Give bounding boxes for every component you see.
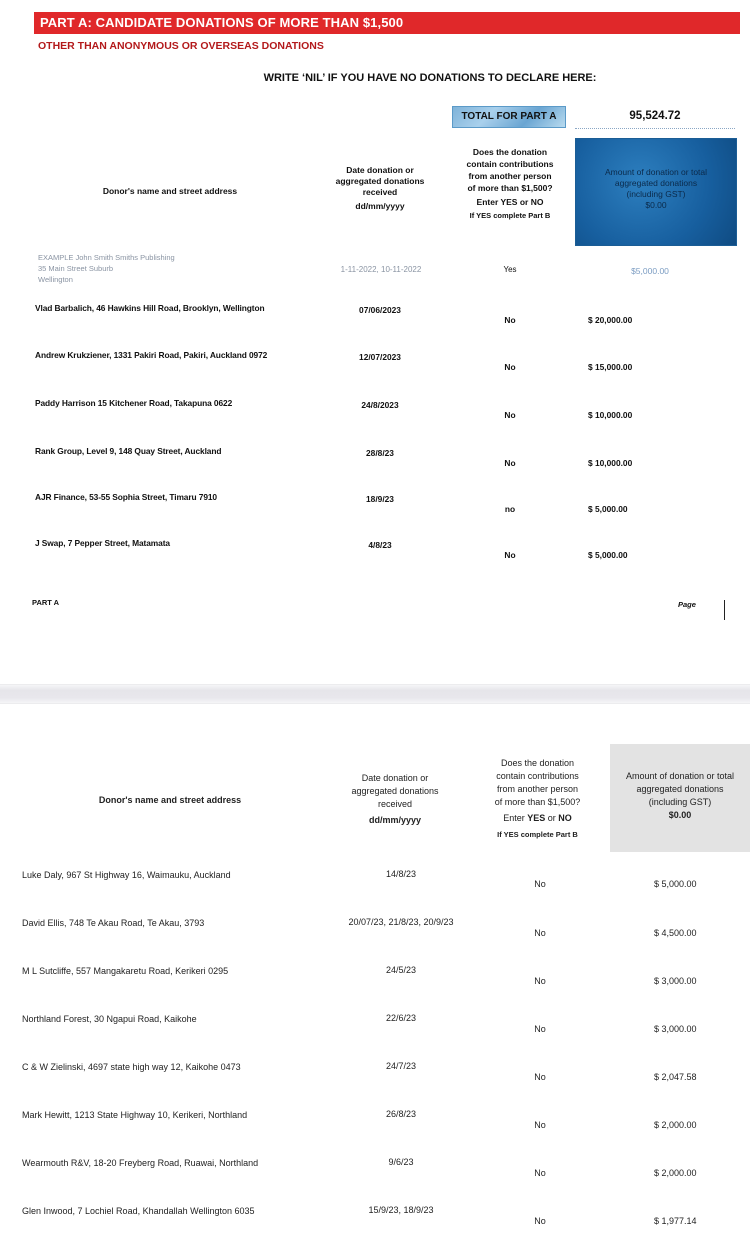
page-number-line (724, 600, 725, 620)
contrib-answer: No (534, 976, 546, 986)
donation-date: 28/8/23 (366, 448, 394, 458)
header-contrib-line: contain contributions (496, 771, 579, 781)
enter-yes: YES (527, 813, 546, 823)
table-row (0, 966, 750, 996)
donation-date: 20/07/23, 21/8/23, 20/9/23 (348, 917, 454, 927)
table-row (0, 398, 750, 428)
table-row (0, 870, 750, 900)
donor-name: Paddy Harrison 15 Kitchener Road, Takapuna 0622 (35, 398, 233, 408)
header-amount (610, 744, 750, 852)
header-contrib-enter: Enter YES or NO (476, 197, 544, 207)
donation-date: 15/9/23, 18/9/23 (368, 1205, 434, 1215)
header-contrib-line: of more than $1,500? (494, 797, 581, 807)
example-amount: $5,000.00 (631, 266, 669, 276)
donation-amount: $ 5,000.00 (588, 504, 628, 514)
donor-name: Northland Forest, 30 Ngapui Road, Kaikohe (22, 1014, 197, 1024)
contrib-answer: No (504, 550, 516, 560)
table-row (0, 1206, 750, 1236)
table-row (0, 918, 750, 948)
example-contrib: Yes (503, 265, 517, 274)
donor-name: Andrew Krukziener, 1331 Pakiri Road, Pakiri, Auckland 0972 (35, 350, 268, 360)
donation-date: 18/9/23 (366, 494, 394, 504)
donation-amount: $ 3,000.00 (654, 976, 697, 986)
table-row (0, 303, 750, 333)
example-line: Wellington (38, 275, 73, 284)
header-contrib-line: Does the donation (472, 147, 548, 157)
enter-prefix: Enter (503, 813, 528, 823)
donation-date: 22/6/23 (385, 1013, 417, 1023)
header-date (330, 165, 430, 212)
header-date-line: aggregated donations (335, 176, 425, 186)
header-amount-line: aggregated donations (636, 784, 724, 794)
donation-date: 12/07/2023 (359, 352, 401, 362)
contrib-answer: No (534, 1168, 546, 1178)
donor-name: AJR Finance, 53-55 Sophia Street, Timaru 7910 (35, 492, 217, 502)
header-contrib-line: of more than $1,500? (467, 183, 553, 193)
donation-amount: $ 15,000.00 (588, 362, 633, 372)
donation-amount: $ 1,977.14 (654, 1216, 697, 1226)
donation-amount: $ 3,000.00 (654, 1024, 697, 1034)
header-contrib-line: contain contributions (466, 159, 554, 169)
donation-date: 24/7/23 (385, 1061, 417, 1071)
header-contrib-line: from another person (468, 171, 552, 181)
header-amount-line: Amount of donation or total (625, 771, 735, 781)
donation-amount: $ 4,500.00 (654, 928, 697, 938)
header-contrib-note: If YES complete Part B (497, 830, 578, 839)
footer-page-label: Page (678, 600, 696, 609)
donation-amount: $ 2,047.58 (654, 1072, 697, 1082)
footer-part-label: PART A (32, 598, 60, 607)
header-amount (575, 138, 737, 246)
table-row (0, 446, 750, 476)
enter-or: or (545, 813, 559, 823)
header-contrib-line: Does the donation (500, 758, 575, 768)
example-date: 1-11-2022, 10-11-2022 (340, 265, 422, 274)
table-row (0, 1062, 750, 1092)
header-amount-line: aggregated donations (614, 178, 698, 188)
header-amount-total: $0.00 (668, 810, 692, 820)
header-amount-line: Amount of donation or total (604, 167, 708, 177)
header-amount-line: (including GST) (626, 189, 686, 199)
donor-name: J Swap, 7 Pepper Street, Matamata (35, 538, 170, 548)
header-contrib (475, 757, 600, 841)
table-row (0, 538, 750, 568)
contrib-answer: No (534, 1120, 546, 1130)
header-amount-line: (including GST) (648, 797, 712, 807)
table-row (0, 1158, 750, 1188)
donation-amount: $ 2,000.00 (654, 1120, 697, 1130)
donor-name: M L Sutcliffe, 557 Mangakaretu Road, Kerikeri 0295 (22, 966, 229, 976)
example-line: 35 Main Street Suburb (38, 264, 114, 273)
header-donor: Donor's name and street address (98, 795, 242, 805)
donor-name: C & W Zielinski, 4697 state high way 12, Kaikohe 0473 (22, 1062, 241, 1072)
donation-amount: $ 5,000.00 (654, 879, 697, 889)
header-date-format: dd/mm/yyyy (355, 201, 405, 211)
contrib-answer: No (534, 879, 546, 889)
example-line: EXAMPLE John Smith Smiths Publishing (38, 253, 175, 262)
header-contrib (455, 146, 565, 222)
header-date-line: received (362, 187, 398, 197)
header-date-line: Date donation or (361, 773, 429, 783)
donation-date: 07/06/2023 (359, 305, 401, 315)
header-contrib-enter (475, 812, 600, 825)
table-row (0, 1014, 750, 1044)
donation-amount: $ 5,000.00 (588, 550, 628, 560)
contrib-answer: No (534, 928, 546, 938)
contrib-answer: no (504, 504, 516, 514)
header-amount-total: $0.00 (645, 200, 667, 210)
donation-date: 14/8/23 (385, 869, 417, 879)
total-for-part-a-value: 95,524.72 (575, 104, 735, 129)
donation-date: 26/8/23 (385, 1109, 417, 1119)
example-donor (38, 252, 175, 285)
donation-amount: $ 10,000.00 (588, 410, 633, 420)
total-for-part-a-label: TOTAL FOR PART A (452, 106, 566, 128)
contrib-answer: No (534, 1024, 546, 1034)
header-date-format: dd/mm/yyyy (368, 815, 422, 825)
header-contrib-note: If YES complete Part B (469, 211, 551, 220)
donation-amount: $ 20,000.00 (588, 315, 633, 325)
header-date (330, 772, 460, 827)
contrib-answer: No (504, 458, 516, 468)
part-a-banner: PART A: CANDIDATE DONATIONS OF MORE THAN $1,500 (34, 12, 740, 34)
donor-name: Wearmouth R&V, 18-20 Freyberg Road, Ruawai, Northland (22, 1158, 259, 1168)
header-contrib-line: from another person (496, 784, 579, 794)
donor-name: Vlad Barbalich, 46 Hawkins Hill Road, Brooklyn, Wellington (35, 303, 265, 313)
donation-date: 24/8/2023 (361, 400, 399, 410)
donor-name: David Ellis, 748 Te Akau Road, Te Akau, 3793 (22, 918, 205, 928)
donation-amount: $ 2,000.00 (654, 1168, 697, 1178)
donation-date: 9/6/23 (388, 1157, 414, 1167)
contrib-answer: No (504, 315, 516, 325)
page-separator (0, 684, 750, 704)
contrib-answer: No (534, 1216, 546, 1226)
header-donor: Donor's name and street address (102, 186, 238, 196)
donor-name: Rank Group, Level 9, 148 Quay Street, Auckland (35, 446, 222, 456)
donor-name: Mark Hewitt, 1213 State Highway 10, Kerikeri, Northland (22, 1110, 248, 1120)
contrib-answer: No (504, 362, 516, 372)
donation-amount: $ 10,000.00 (588, 458, 633, 468)
donation-date: 24/5/23 (385, 965, 417, 975)
header-date-line: received (377, 799, 413, 809)
header-date-line: aggregated donations (351, 786, 439, 796)
header-date-line: Date donation or (346, 165, 414, 175)
nil-instruction: WRITE ‘NIL’ IF YOU HAVE NO DONATIONS TO DECLARE HERE: (263, 72, 597, 84)
enter-no: NO (558, 813, 572, 823)
contrib-answer: No (534, 1072, 546, 1082)
table-row (0, 492, 750, 522)
table-row (0, 1110, 750, 1140)
contrib-answer: No (504, 410, 516, 420)
part-a-subtitle: OTHER THAN ANONYMOUS OR OVERSEAS DONATIONS (38, 40, 324, 52)
donation-date: 4/8/23 (368, 540, 392, 550)
donor-name: Glen Inwood, 7 Lochiel Road, Khandallah Wellington 6035 (22, 1206, 255, 1216)
table-row (0, 350, 750, 380)
donor-name: Luke Daly, 967 St Highway 16, Waimauku, Auckland (22, 870, 231, 880)
